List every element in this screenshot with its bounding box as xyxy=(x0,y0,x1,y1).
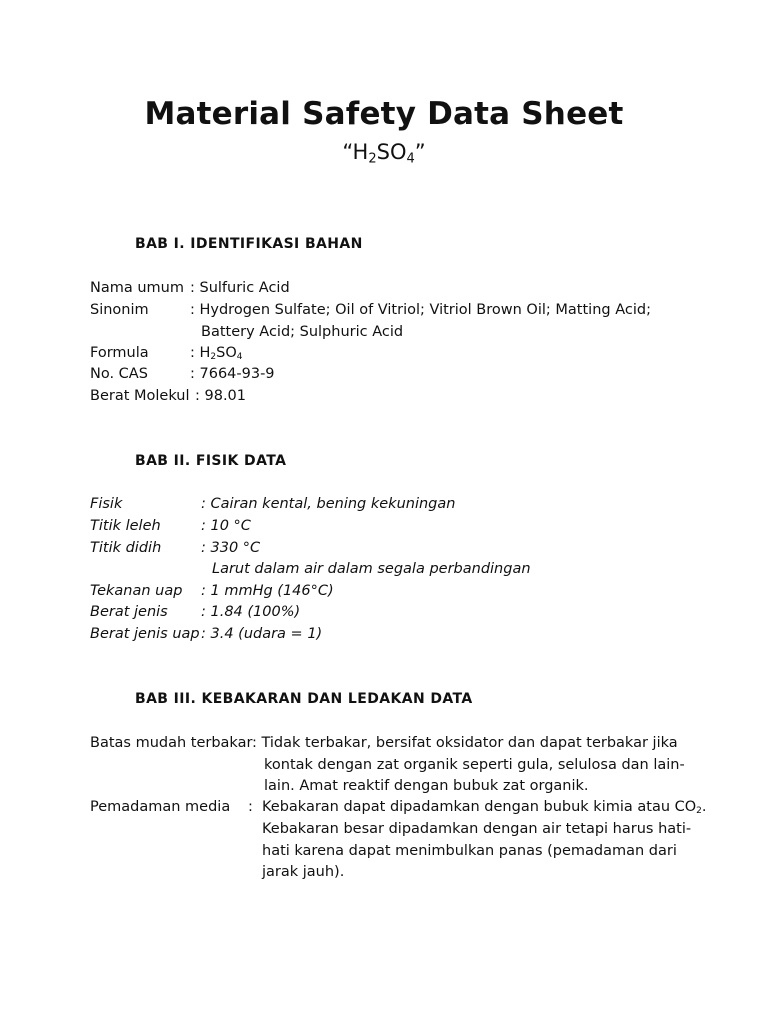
label-sinonim: Sinonim xyxy=(90,302,149,318)
value-batas-line2: kontak dengan zat organik seperti gula, selulosa dan lain- xyxy=(264,757,685,773)
value-fisik: : Cairan kental, bening kekuningan xyxy=(201,496,456,512)
value-titik-didih: : 330 °C xyxy=(201,540,261,556)
colon-pemadaman-media: : xyxy=(248,799,253,815)
label-fisik: Fisik xyxy=(90,496,123,512)
label-batas-mudah-terbakar: Batas mudah terbakar xyxy=(90,735,253,751)
value-kelarutan: Larut dalam air dalam segala perbandingan xyxy=(212,561,531,577)
value-tekanan-uap: : 1 mmHg (146°C) xyxy=(201,583,334,599)
value-sinonim-cont: Battery Acid; Sulphuric Acid xyxy=(201,324,404,340)
label-berat-molekul: Berat Molekul xyxy=(90,388,190,404)
value-berat-molekul: : 98.01 xyxy=(195,388,247,404)
label-pemadaman-media: Pemadaman media xyxy=(90,799,231,815)
value-pemadaman-media: Kebakaran dapat dipadamkan dengan bubuk kimia atau $CO_2$. xyxy=(262,799,707,817)
value-titik-leleh: : 10 °C xyxy=(201,518,251,534)
section-heading-bab3: BAB III. KEBAKARAN DAN LEDAKAN DATA xyxy=(135,691,473,707)
document-subtitle-formula: “$H_2SO_4$” xyxy=(342,140,426,167)
value-pemadaman-line4: jarak jauh). xyxy=(262,864,345,880)
label-titik-didih: Titik didih xyxy=(90,540,162,556)
label-titik-leleh: Titik leleh xyxy=(90,518,161,534)
label-berat-jenis: Berat jenis xyxy=(90,604,168,620)
value-berat-jenis: : 1.84 (100%) xyxy=(201,604,301,620)
value-batas-mudah-terbakar: : Tidak terbakar, bersifat oksidator dan dapat terbakar jika xyxy=(252,735,678,751)
section-heading-bab2: BAB II. FISIK DATA xyxy=(135,453,287,469)
value-pemadaman-line2: Kebakaran besar dipadamkan dengan air tetapi harus hati- xyxy=(262,821,692,837)
value-pemadaman-line3: hati karena dapat menimbulkan panas (pemadaman dari xyxy=(262,843,677,859)
value-no-cas: : 7664-93-9 xyxy=(190,366,275,382)
label-formula: Formula xyxy=(90,345,149,361)
label-no-cas: No. CAS xyxy=(90,366,148,382)
value-formula: : $H_2SO_4$ xyxy=(190,345,243,363)
value-sinonim: : Hydrogen Sulfate; Oil of Vitriol; Vitriol Brown Oil; Matting Acid; xyxy=(190,302,651,318)
label-nama-umum: Nama umum xyxy=(90,280,184,296)
label-tekanan-uap: Tekanan uap xyxy=(90,583,183,599)
document-title: Material Safety Data Sheet xyxy=(144,96,624,132)
label-berat-jenis-uap: Berat jenis uap xyxy=(90,626,200,642)
section-heading-bab1: BAB I. IDENTIFIKASI BAHAN xyxy=(135,236,363,252)
value-nama-umum: : Sulfuric Acid xyxy=(190,280,290,296)
value-berat-jenis-uap: : 3.4 (udara = 1) xyxy=(201,626,323,642)
value-batas-line3: lain. Amat reaktif dengan bubuk zat organik. xyxy=(264,778,589,794)
